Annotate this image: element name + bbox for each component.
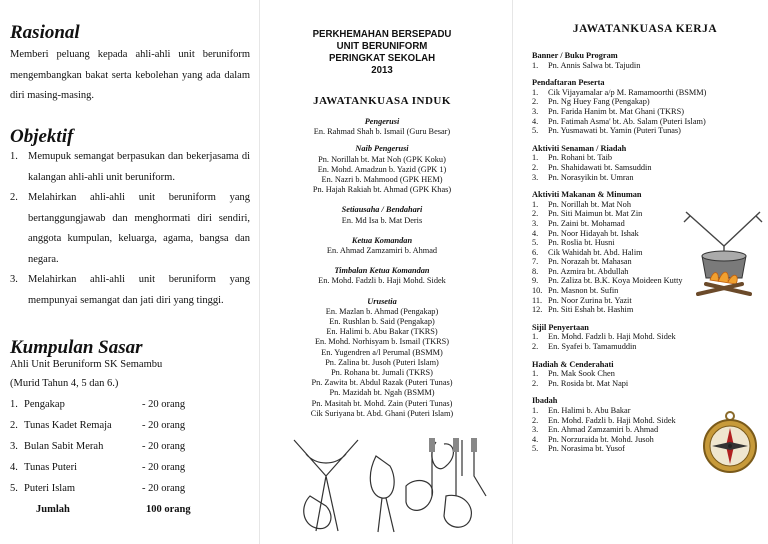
member-name: Pn. Fatimah Asma' bt. Ab. Salam (Puteri Islam) xyxy=(548,116,706,126)
member-name: En. Mohd. Fadzli b. Haji Mohd. Sidek xyxy=(318,276,446,286)
list-item: 2. Pn. Ng Huey Fang (Pengakap) xyxy=(532,97,650,107)
list-item: 2. Pn. Siti Maimun bt. Mat Zin xyxy=(532,209,643,219)
group-title: Urusetia xyxy=(367,296,397,306)
list-item: 11. Pn. Noor Zurina bt. Yazit xyxy=(532,295,632,305)
total-label: Jumlah xyxy=(36,504,70,515)
kumpulan-line-1: Ahli Unit Beruniform SK Semambu xyxy=(10,359,163,370)
committee-group xyxy=(262,144,502,195)
committee-group xyxy=(262,205,502,225)
list-item: 1. Pn. Annis Salwa bt. Tajudin xyxy=(532,60,641,70)
unit-row xyxy=(10,394,250,415)
campfire-pot-icon xyxy=(680,206,766,298)
total-value: 100 orang xyxy=(146,504,191,515)
unit-row xyxy=(10,415,250,436)
member-name: Pn. Masnon bt. Sufin xyxy=(548,286,619,296)
unit-name: Pengakap xyxy=(24,399,65,410)
compass-icon xyxy=(702,410,758,474)
unit-count: - 20 orang xyxy=(142,420,186,431)
list-item: 7. Pn. Norazah bt. Mahasan xyxy=(532,257,632,267)
committee-main-list xyxy=(262,117,502,429)
objektif-item xyxy=(10,188,250,270)
group-title: Ketua Komandan xyxy=(351,235,413,245)
group-title: Setiausaha / Bendahari xyxy=(341,205,423,215)
list-item: 10. Pn. Masnon bt. Sufin xyxy=(532,286,619,296)
event-title-line: PERINGKAT SEKOLAH xyxy=(328,52,436,64)
group-title: Naib Pengerusi xyxy=(355,144,409,154)
unit-number: 5. xyxy=(10,483,18,494)
kumpulan-heading: Kumpulan Sasar xyxy=(10,337,143,358)
member-name: Pn. Norzuraida bt. Mohd. Jusoh xyxy=(548,434,654,444)
member-name: Pn. Roslia bt. Husni xyxy=(548,238,615,248)
member-name: En. Ahmad Zamzamiri b. Ahmad xyxy=(326,246,438,256)
objektif-list xyxy=(10,147,250,311)
list-item: 6. Cik Wahidah bt. Abd. Halim xyxy=(532,247,643,257)
list-item: 3. Pn. Zaini bt. Mohamad xyxy=(532,218,625,228)
member-name: Cik Vijayamalar a/p M. Ramamoorthi (BSMM) xyxy=(548,87,707,97)
work-group-title: Sijil Penyertaan xyxy=(532,322,589,332)
member-name: En. Nazri b. Mahmood (GPK HEM) xyxy=(321,175,443,185)
objektif-item xyxy=(10,147,250,188)
unit-number: 3. xyxy=(10,441,18,452)
objektif-item xyxy=(10,270,250,311)
member-name: Pn. Rohani bt. Taib xyxy=(548,153,613,163)
list-item: 1. Cik Vijayamalar a/p M. Ramamoorthi (BSMM) xyxy=(532,87,707,97)
member-name: En. Rahmad Shah b. Ismail (Guru Besar) xyxy=(313,127,451,137)
member-name: Pn. Norazah bt. Mahasan xyxy=(548,257,632,267)
unit-name: Tunas Puteri xyxy=(24,462,77,473)
member-name: Pn. Zaini bt. Mohamad xyxy=(548,218,625,228)
list-item: 5. Pn. Yusmawati bt. Yamin (Puteri Tunas) xyxy=(532,126,681,136)
units-list xyxy=(10,394,250,520)
member-name: Pn. Masitah bt. Mohd. Zain (Puteri Tunas) xyxy=(311,398,453,408)
rasional-heading: Rasional xyxy=(10,22,80,43)
work-group xyxy=(532,51,766,70)
unit-name: Bulan Sabit Merah xyxy=(24,441,104,452)
rasional-text: Memberi peluang kepada ahli-ahli unit beruniform mengembangkan bakat serta kebolehan yang ada dalam diri masing-masing. xyxy=(10,49,250,101)
member-name: En. Halimi b. Abu Bakar xyxy=(548,406,631,415)
member-name: Pn. Norasima bt. Yusof xyxy=(548,444,625,454)
member-name: Pn. Ng Huey Fang (Pengakap) xyxy=(548,97,650,107)
list-item: 4. Pn. Fatimah Asma' bt. Ab. Salam (Puteri Islam) xyxy=(532,116,706,126)
member-name: En. Syafei b. Tamamuddin xyxy=(548,342,637,352)
member-name: En. Md Isa b. Mat Deris xyxy=(341,215,423,225)
event-title xyxy=(272,28,493,76)
objektif-item-number: 1. xyxy=(10,151,18,162)
objektif-item-text: Memupuk semangat berpasukan dan bekerjasama di kalangan ahli-ahli unit beruniform. xyxy=(28,151,250,183)
objektif-heading: Objektif xyxy=(10,126,74,147)
left-panel xyxy=(0,0,258,544)
unit-number: 2. xyxy=(10,420,18,431)
committee-group xyxy=(262,236,502,256)
work-group xyxy=(532,144,766,182)
list-item: 8. Pn. Azmira bt. Abdullah xyxy=(532,266,629,276)
member-name: Pn. Annis Salwa bt. Tajudin xyxy=(548,60,641,70)
event-title-line: UNIT BERUNIFORM xyxy=(336,40,428,52)
member-name: Pn. Rosida bt. Mat Napi xyxy=(548,378,629,388)
member-name: Pn. Noor Hidayah bt. Ishak xyxy=(548,228,639,238)
list-item: 2. Pn. Shahidawati bt. Samsuddin xyxy=(532,162,652,172)
list-item: 1. Pn. Mak Sook Chen xyxy=(532,369,615,379)
member-name: Cik Wahidah bt. Abd. Halim xyxy=(548,247,643,257)
member-name: Pn. Hajah Rakiah bt. Ahmad (GPK Khas) xyxy=(312,185,452,195)
work-group-members xyxy=(532,88,766,136)
member-name: En. Mohd. Fadzli b. Haji Mohd. Sidek xyxy=(548,332,676,342)
committee-group xyxy=(262,297,502,419)
list-item: 5. Pn. Norasima bt. Yusof xyxy=(532,444,625,454)
committee-work-heading: JAWATANKUASA KERJA xyxy=(572,23,718,35)
member-name: En. Halimi b. Abu Bakar (TKRS) xyxy=(326,327,438,337)
list-item: 2. En. Mohd. Fadzli b. Haji Mohd. Sidek xyxy=(532,415,676,425)
work-group-members xyxy=(532,153,766,182)
objektif-item-text: Melahirkan ahli-ahli unit beruniform yang mempunyai semangat dan jati diri yang tinggi. xyxy=(28,274,250,306)
work-group-title: Hadiah & Cenderahati xyxy=(532,359,614,369)
work-group-title: Aktiviti Senaman / Riadah xyxy=(532,143,627,153)
member-name: Pn. Norillah bt. Mat Noh (GPK Koku) xyxy=(318,154,446,164)
work-group-members xyxy=(532,332,766,351)
unit-number: 4. xyxy=(10,462,18,473)
work-group-title: Ibadah xyxy=(532,396,558,406)
group-title: Timbalan Ketua Komandan xyxy=(334,266,430,276)
list-item: 2. Pn. Rosida bt. Mat Napi xyxy=(532,378,629,388)
member-name: Pn. Noor Zurina bt. Yazit xyxy=(548,295,632,305)
member-name: En. Mazlan b. Ahmad (Pengakap) xyxy=(325,306,439,316)
list-item: 3. En. Ahmad Zamzamiri b. Ahmad xyxy=(532,425,659,435)
event-year: 2013 xyxy=(371,64,393,76)
member-name: Pn. Shahidawati bt. Samsuddin xyxy=(548,162,652,172)
objektif-item-number: 2. xyxy=(10,192,18,203)
member-name: Pn. Mak Sook Chen xyxy=(548,369,615,379)
work-group-title: Aktiviti Makanan & Minuman xyxy=(532,190,642,200)
unit-name: Tunas Kadet Remaja xyxy=(24,420,112,431)
member-name: Pn. Rohana bt. Jumali (TKRS) xyxy=(331,368,433,378)
work-group-title: Banner / Buku Program xyxy=(532,51,618,60)
kumpulan-line-2: (Murid Tahun 4, 5 dan 6.) xyxy=(10,378,119,389)
member-name: En. Mohd. Amadzun b. Yazid (GPK 1) xyxy=(317,164,447,174)
list-item: 4. Pn. Norzuraida bt. Mohd. Jusoh xyxy=(532,434,654,444)
member-name: En. Yugendren a/l Perumal (BSMM) xyxy=(321,347,443,357)
work-group xyxy=(532,323,766,352)
member-name: Pn. Zalina bt. Jusoh (Puteri Islam) xyxy=(325,357,439,367)
member-name: En. Ahmad Zamzamiri b. Ahmad xyxy=(548,425,659,435)
unit-row xyxy=(10,478,250,499)
right-panel xyxy=(522,0,768,544)
unit-row xyxy=(10,436,250,457)
unit-count: - 20 orang xyxy=(142,462,186,473)
member-name: Cik Suriyana bt. Abd. Ghani (Puteri Islam) xyxy=(310,408,454,418)
work-group-members xyxy=(532,61,766,71)
list-item: 1. Pn. Norillah bt. Mat Noh xyxy=(532,199,631,209)
middle-panel xyxy=(262,0,502,544)
member-name: Pn. Siti Maimun bt. Mat Zin xyxy=(548,209,643,219)
list-item: 3. Pn. Farida Hanim bt. Mat Ghani (TKRS) xyxy=(532,106,684,116)
member-name: Pn. Zawita bt. Abdul Razak (Puteri Tunas) xyxy=(311,378,453,388)
work-group xyxy=(532,78,766,136)
work-group xyxy=(532,360,766,389)
group-title: Pengerusi xyxy=(364,117,400,126)
committee-group xyxy=(262,266,502,286)
member-name: Pn. Zaliza bt. B.K. Koya Moideen Kutty xyxy=(548,276,683,286)
member-name: Pn. Yusmawati bt. Yamin (Puteri Tunas) xyxy=(548,126,681,136)
total-row xyxy=(10,499,250,520)
list-item: 3. Pn. Norasyikin bt. Umran xyxy=(532,172,634,182)
member-name: En. Rushlan b. Said (Pengakap) xyxy=(329,317,435,327)
member-name: Pn. Norasyikin bt. Umran xyxy=(548,172,634,182)
member-name: Pn. Azmira bt. Abdullah xyxy=(548,266,629,276)
list-item: 1. En. Mohd. Fadzli b. Haji Mohd. Sidek xyxy=(532,332,676,342)
list-item: 2. En. Syafei b. Tamamuddin xyxy=(532,342,637,352)
objektif-item-text: Melahirkan ahli-ahli unit beruniform yang bertanggungjawab dan menghormati diri sendiri, anggota kumpulan, keluarga, agama, bangsa dan negara. xyxy=(28,192,250,265)
event-title-line: PERKHEMAHAN BERSEPADU xyxy=(312,28,452,40)
list-item: 12. Pn. Siti Eshah bt. Hashim xyxy=(532,305,634,315)
committee-main-heading: JAWATANKUASA INDUK xyxy=(313,95,451,107)
member-name: En. Mohd. Fadzli b. Haji Mohd. Sidek xyxy=(548,415,676,425)
member-name: Pn. Norillah bt. Mat Noh xyxy=(548,199,631,209)
list-item: 4. Pn. Noor Hidayah bt. Ishak xyxy=(532,228,639,238)
unit-name: Puteri Islam xyxy=(24,483,76,494)
unit-row xyxy=(10,457,250,478)
member-name: Pn. Mazidah bt. Ngah (BSMM) xyxy=(329,388,435,398)
list-item: 9. Pn. Zaliza bt. B.K. Koya Moideen Kutty xyxy=(532,276,683,286)
committee-group xyxy=(262,117,502,137)
list-item: 1. En. Halimi b. Abu Bakar xyxy=(532,406,631,415)
work-group-members xyxy=(532,369,766,388)
unit-number: 1. xyxy=(10,399,18,410)
unit-count: - 20 orang xyxy=(142,441,186,452)
list-item: 1. Pn. Rohani bt. Taib xyxy=(532,153,613,163)
work-group-title: Pendaftaran Peserta xyxy=(532,78,605,88)
unit-count: - 20 orang xyxy=(142,399,186,410)
member-name: Pn. Siti Eshah bt. Hashim xyxy=(548,305,634,315)
rope-knot-icon xyxy=(286,436,490,536)
member-name: Pn. Farida Hanim bt. Mat Ghani (TKRS) xyxy=(548,106,684,116)
unit-count: - 20 orang xyxy=(142,483,186,494)
member-name: En. Mohd. Norhisyam b. Ismail (TKRS) xyxy=(314,337,450,347)
list-item: 5. Pn. Roslia bt. Husni xyxy=(532,238,615,248)
objektif-item-number: 3. xyxy=(10,274,18,285)
